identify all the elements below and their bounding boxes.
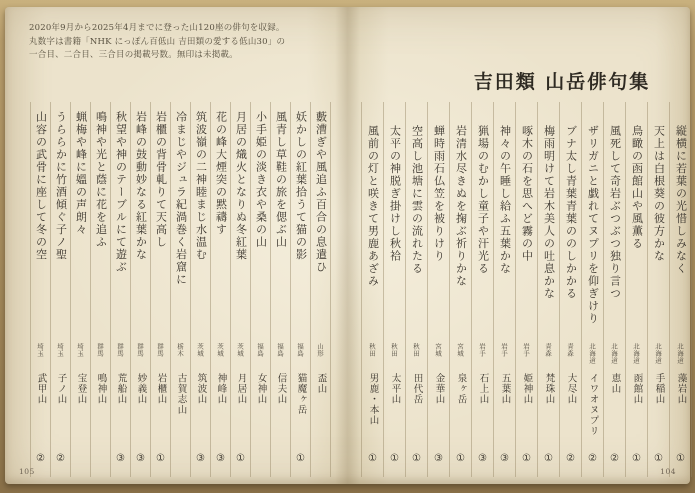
haiku-column [449,102,471,477]
volume-badge: ① [543,453,554,464]
haiku-text: 蝋梅や峰に媼の声朗々 [74,111,88,236]
prefecture-label: 秋田 [390,343,398,357]
prefecture-label: 秋田 [368,343,376,357]
haiku-column [70,102,90,477]
mountain-name: 姫神山 [521,373,533,405]
book-gutter [335,7,360,484]
haiku-column [30,102,50,477]
volume-badge: ① [653,453,664,464]
haiku-column [130,102,150,477]
volume-badge: ① [155,453,166,464]
volume-badge: ① [455,453,466,464]
mountain-name: 手稲山 [653,373,665,405]
haiku-text: 風死して奇岩ぶつぶつ独り言つ [608,125,622,300]
left-page-haiku-columns [30,102,331,477]
mountain-name: 盃山 [315,373,327,394]
prefecture-label: 福島 [276,343,284,357]
mountain-name: イワオヌプリ [587,373,599,436]
mountain-name: 藻岩山 [675,373,687,405]
volume-badge: ① [235,453,246,464]
haiku-column [625,102,647,477]
prefecture-label: 宮城 [456,343,464,357]
volume-badge: ③ [477,453,488,464]
prefecture-label: 群馬 [116,343,124,357]
haiku-text: 蝉時雨石仏笠を被りけり [432,125,446,263]
volume-badge: ③ [195,453,206,464]
prefecture-label: 岩手 [500,343,508,357]
haiku-column [290,102,310,477]
haiku-text: 秋望や神のテーブルにて遊ぶ [114,111,128,274]
mountain-name: 泉ヶ岳 [455,373,467,405]
prefecture-label: 山形 [316,343,324,357]
haiku-column [647,102,669,477]
prefecture-label: 北海道 [676,343,684,364]
haiku-text: ブナ太し青葉青葉ののしかかる [564,125,578,300]
prefecture-label: 岩手 [478,343,486,357]
mountain-name: 太平山 [389,373,401,405]
mountain-name: 岩櫃山 [155,373,167,405]
volume-badge: ① [631,453,642,464]
haiku-column [270,102,290,477]
right-page-haiku-columns [361,102,692,477]
mountain-name: 鳴神山 [95,373,107,405]
haiku-text: 筑波嶺の二神睦まじ水温む [194,111,208,261]
mountain-name: 猫魔ヶ岳 [295,373,307,415]
haiku-column [310,102,331,477]
haiku-text: 縦横に若葉の光惜しみなく [674,125,688,275]
prefecture-label: 福島 [296,343,304,357]
prefecture-label: 宮城 [434,343,442,357]
volume-badge: ① [675,453,686,464]
collection-note [29,22,285,63]
volume-badge: ② [55,453,66,464]
haiku-column [170,102,190,477]
mountain-name: 女神山 [255,373,267,405]
haiku-text: ザリガニと戯れてヌプリを仰ぎけり [586,125,600,325]
prefecture-label: 栃木 [176,343,184,357]
haiku-text: うららかに竹酒傾ぐ子ノ聖 [54,111,68,261]
volume-badge: ③ [433,453,444,464]
haiku-column [559,102,581,477]
volume-badge: ① [411,453,422,464]
haiku-column [669,102,692,477]
haiku-column [230,102,250,477]
mountain-name: 宝登山 [75,373,87,405]
haiku-text: 山容の武骨に座して冬の空 [34,111,48,261]
prefecture-label: 茨城 [216,343,224,357]
haiku-text: 天上は白根葵の彼方かな [652,125,666,263]
volume-badge: ③ [115,453,126,464]
mountain-name: 大尽山 [565,373,577,405]
haiku-column [190,102,210,477]
mountain-name: 妙義山 [135,373,147,405]
prefecture-label: 埼玉 [76,343,84,357]
volume-badge: ① [295,453,306,464]
mountain-name: 金華山 [433,373,445,405]
haiku-column [110,102,130,477]
haiku-column [361,102,383,477]
haiku-column [427,102,449,477]
mountain-name: 梵珠山 [543,373,555,405]
prefecture-label: 福島 [256,343,264,357]
haiku-text: 月居の熾火となりぬ冬紅葉 [234,111,248,261]
volume-badge: ② [35,453,46,464]
volume-badge: ③ [499,453,510,464]
haiku-text: 太平の神脱ぎ掛けし秋袷 [388,125,402,263]
prefecture-label: 北海道 [610,343,618,364]
prefecture-label: 茨城 [196,343,204,357]
prefecture-label: 北海道 [632,343,640,364]
mountain-name: 荒船山 [115,373,127,405]
volume-badge: ① [521,453,532,464]
haiku-text: 鳴神や光と蔭に花を追ふ [94,111,108,249]
volume-badge: ① [367,453,378,464]
haiku-column [493,102,515,477]
haiku-text: 神々の午睡し給ふ五葉かな [498,125,512,275]
mountain-name: 子ノ山 [55,373,67,405]
haiku-column [581,102,603,477]
haiku-text: 妖かしの紅葉拾うて猫の影 [294,111,308,261]
mountain-name: 古賀志山 [175,373,187,415]
haiku-text: 風青し草鞋の旅を偲ぶ山 [274,111,288,249]
mountain-name: 筑波山 [195,373,207,405]
mountain-name: 神峰山 [215,373,227,405]
mountain-name: 信夫山 [275,373,287,405]
mountain-name: 石上山 [477,373,489,405]
prefecture-label: 青森 [544,343,552,357]
page-number-left: 105 [19,467,35,476]
haiku-column [405,102,427,477]
haiku-text: 空高し池塘に雲の流れたる [410,125,424,275]
haiku-column [210,102,230,477]
volume-badge: ② [587,453,598,464]
volume-badge: ② [609,453,620,464]
haiku-text: 風前の灯と咲きて男鹿あざみ [366,125,380,288]
mountain-name: 男鹿・本山 [367,373,379,426]
note-line: 丸数字は書籍「NHK にっぽん百低山 吉田類の愛する低山30」の [29,36,286,47]
prefecture-label: 岩手 [522,343,530,357]
volume-badge: ① [389,453,400,464]
book-spread [5,7,690,484]
haiku-text: 花の峰大煙突の黙禱す [214,111,228,236]
haiku-column [50,102,70,477]
prefecture-label: 北海道 [588,343,596,364]
prefecture-label: 埼玉 [56,343,64,357]
haiku-text: 猟場のむかし童子や汗光る [476,125,490,275]
mountain-name: 五葉山 [499,373,511,405]
prefecture-label: 青森 [566,343,574,357]
prefecture-label: 茨城 [236,343,244,357]
haiku-text: 岩峰の鼓動妙なる紅葉かな [134,111,148,261]
mountain-name: 田代岳 [411,373,423,405]
haiku-text: 岩清水尽きぬを掬ぶ祈りかな [454,125,468,288]
haiku-text: 藪漕ぎや風追ふ百合の息遣ひ [314,111,328,274]
mountain-name: 函館山 [631,373,643,405]
haiku-text: 小手姫の淡き衣や桑の山 [254,111,268,249]
haiku-column [383,102,405,477]
mountain-name: 月居山 [235,373,247,405]
note-line: 一合目、二合目、三合目の掲載号数。無印は未掲載。 [29,50,238,60]
prefecture-label: 群馬 [156,343,164,357]
haiku-column [471,102,493,477]
mountain-name: 武甲山 [35,373,47,405]
haiku-text: 啄木の石を思へど霧の中 [520,125,534,263]
prefecture-label: 秋田 [412,343,420,357]
haiku-text: 岩櫃の背骨軋りて天高し [154,111,168,249]
haiku-column [250,102,270,477]
haiku-text: 鳥瞰の函館山や風薫る [630,125,644,250]
prefecture-label: 埼玉 [36,343,44,357]
prefecture-label: 群馬 [136,343,144,357]
haiku-column [150,102,170,477]
haiku-column [603,102,625,477]
volume-badge: ③ [215,453,226,464]
book-title: 吉田類 山岳俳句集 [473,71,651,93]
prefecture-label: 北海道 [654,343,662,364]
haiku-text: 梅雨明けて岩木美人の吐息かな [542,125,556,300]
volume-badge: ② [565,453,576,464]
note-line: 2020年9月から2025年4月までに登った山120座の俳句を収録。 [29,23,285,33]
mountain-name: 恵山 [609,373,621,394]
haiku-column [515,102,537,477]
haiku-column [537,102,559,477]
volume-badge: ③ [135,453,146,464]
haiku-text: 冷まじやジュラ紀渦巻く岩窟に [174,111,188,286]
prefecture-label: 群馬 [96,343,104,357]
page-number-right: 104 [660,467,676,476]
haiku-column [90,102,110,477]
